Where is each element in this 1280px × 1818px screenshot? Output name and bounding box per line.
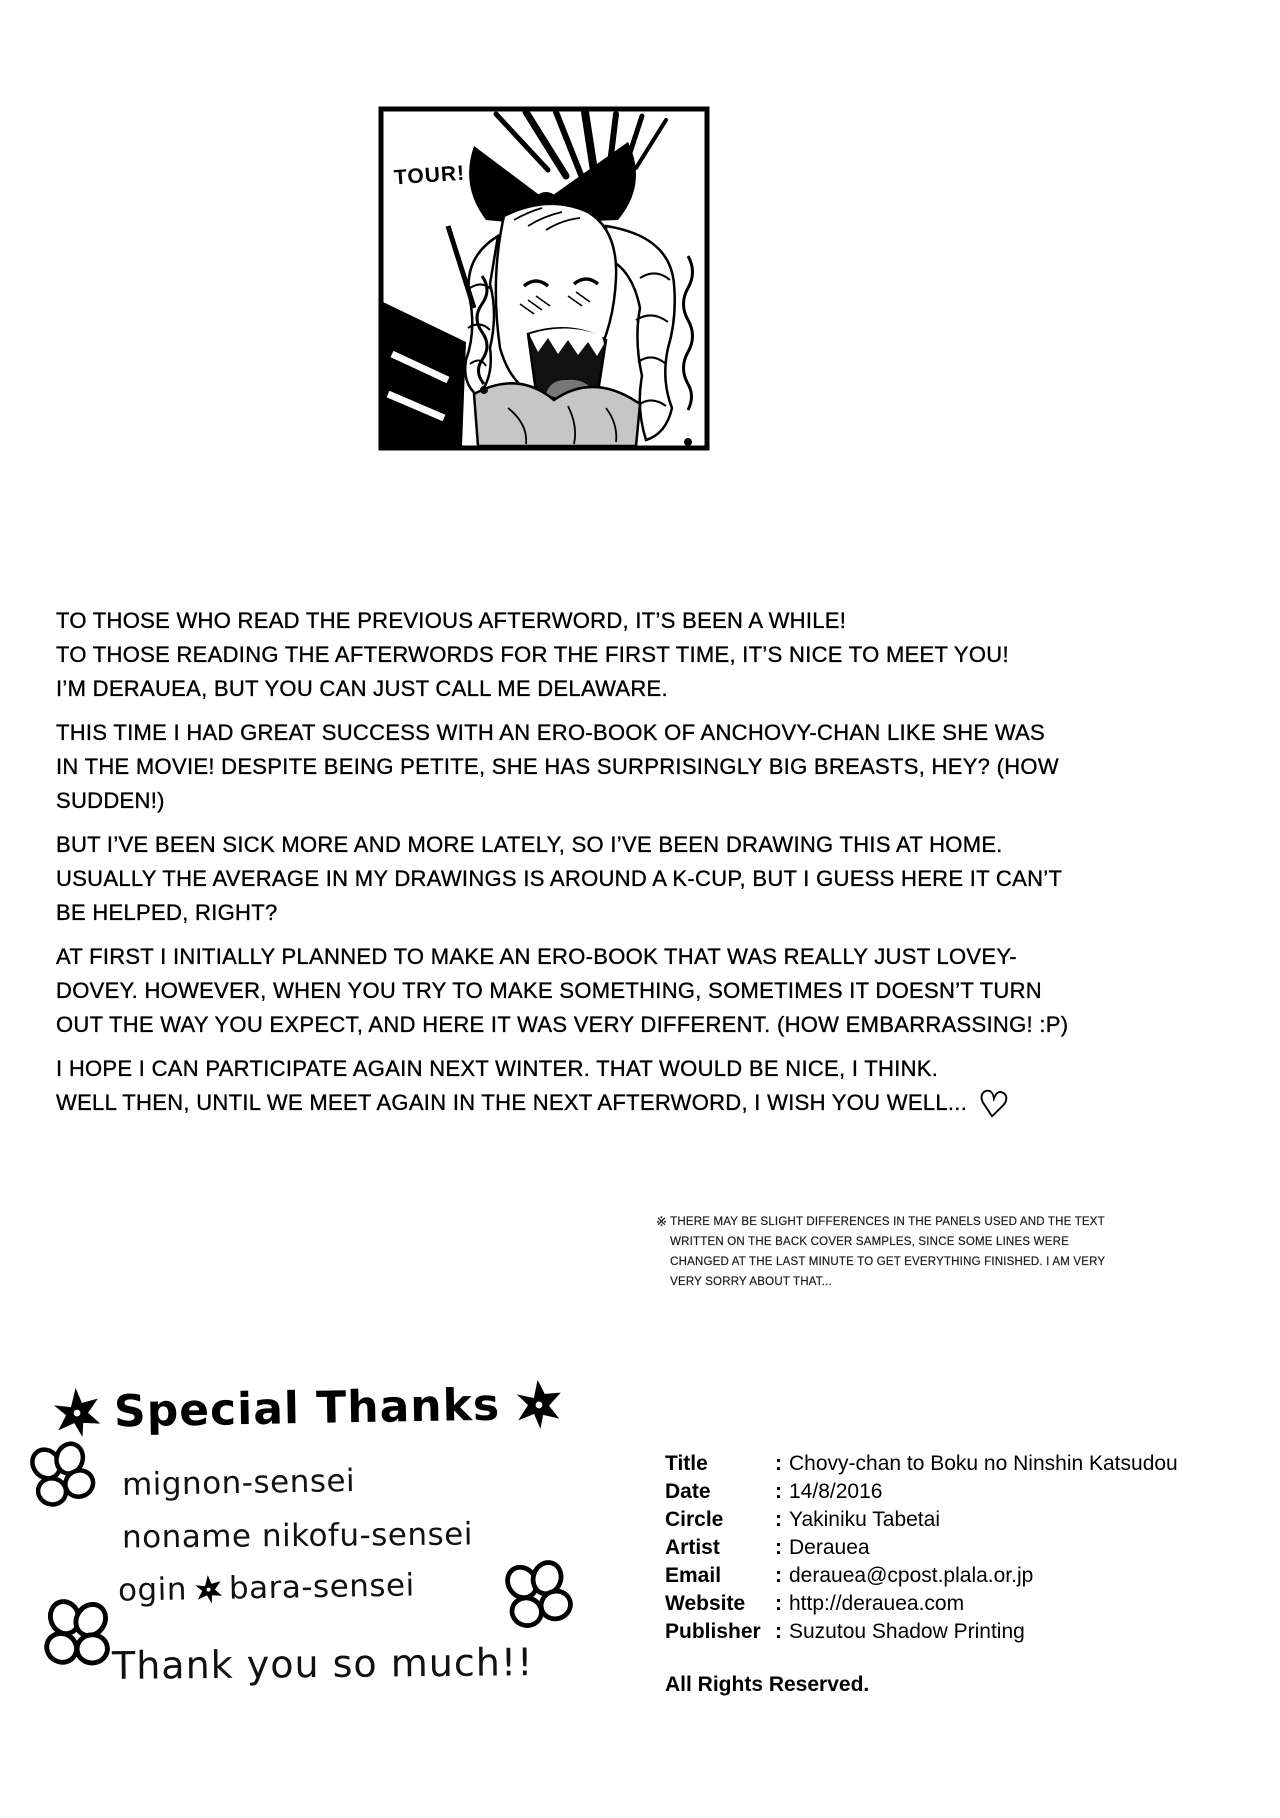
text-line: BE HELPED, RIGHT? [56, 900, 278, 925]
flower-doodle-icon [497, 1555, 577, 1637]
thanks-name: mignon-sensei [121, 1462, 356, 1504]
credit-value: http://derauea.com [789, 1592, 965, 1615]
panel-sfx-text: TOUR! [393, 161, 466, 190]
thanks-name-part: bara-sensei [228, 1567, 416, 1607]
disclaimer-lines [670, 1212, 1105, 1292]
note-line: VERY SORRY ABOUT THAT... [670, 1276, 832, 1288]
credit-row [665, 1450, 1225, 1478]
credit-label: Circle [665, 1508, 724, 1531]
credit-row [665, 1506, 1225, 1534]
comic-panel-illustration [378, 106, 710, 451]
thanks-closing: Thank you so much!! [111, 1640, 534, 1688]
text-line [56, 1082, 1071, 1127]
text-line: OUT THE WAY YOU EXPECT, AND HERE IT WAS VERY DIFFERENT. (HOW EMBARRASSING! :P) [56, 1012, 1069, 1037]
afterword-text [56, 604, 1071, 1132]
credit-row [665, 1534, 1225, 1562]
credit-value: Suzutou Shadow Printing [789, 1620, 1025, 1643]
text-line: TO THOSE WHO READ THE PREVIOUS AFTERWORD, IT’S BEEN A WHILE! [56, 608, 847, 633]
text-line: BUT I’VE BEEN SICK MORE AND MORE LATELY, SO I’VE BEEN DRAWING THIS AT HOME. [56, 832, 1003, 857]
paragraph [56, 716, 1071, 818]
heart-icon: ♡ [975, 1082, 1012, 1127]
character-face [496, 204, 616, 403]
thanks-name [118, 1567, 415, 1608]
credit-value: Chovy-chan to Boku no Ninshin Katsudou [789, 1452, 1178, 1475]
credit-label: Date [665, 1480, 711, 1503]
credit-label: Publisher [665, 1620, 761, 1643]
reference-mark-icon: ※ [656, 1214, 668, 1229]
note-line: THERE MAY BE SLIGHT DIFFERENCES IN THE PANELS USED AND THE TEXT [670, 1216, 1105, 1228]
flower-doodle-icon [32, 1590, 120, 1680]
credit-separator: : [775, 1452, 782, 1475]
credit-separator: : [775, 1480, 782, 1503]
credit-separator: : [775, 1508, 782, 1531]
credit-value: Derauea [789, 1536, 870, 1559]
text-line: SUDDEN!) [56, 788, 165, 813]
credit-label: Email [665, 1564, 722, 1587]
paragraph [56, 828, 1071, 930]
note-line: CHANGED AT THE LAST MINUTE TO GET EVERYTHING FINISHED. I AM VERY [670, 1256, 1106, 1268]
credit-row [665, 1618, 1225, 1646]
text-line: USUALLY THE AVERAGE IN MY DRAWINGS IS AROUND A K-CUP, BUT I GUESS HERE IT CAN’T [56, 866, 1063, 891]
credit-value: Yakiniku Tabetai [789, 1508, 940, 1531]
text-line: TO THOSE READING THE AFTERWORDS FOR THE FIRST TIME, IT’S NICE TO MEET YOU! [56, 642, 1009, 667]
credit-label: Artist [665, 1536, 720, 1559]
credit-label: Website [665, 1592, 746, 1615]
credit-separator: : [775, 1592, 782, 1615]
paragraph [56, 1052, 1071, 1127]
special-thanks-heading [50, 1378, 565, 1439]
credit-separator: : [775, 1564, 782, 1587]
credit-value: 14/8/2016 [789, 1480, 883, 1503]
thanks-name-part: ogin [117, 1571, 188, 1609]
star-flower-icon [50, 1386, 103, 1439]
text-line-fragment: WELL THEN, UNTIL WE MEET AGAIN IN THE NEXT AFTERWORD, I WISH YOU WELL... [56, 1090, 968, 1115]
credit-row [665, 1478, 1225, 1506]
credit-separator: : [775, 1536, 782, 1559]
disclaimer-note [656, 1212, 1106, 1292]
text-line: I HOPE I CAN PARTICIPATE AGAIN NEXT WINTER. THAT WOULD BE NICE, I THINK. [56, 1056, 939, 1081]
text-line: THIS TIME I HAD GREAT SUCCESS WITH AN ERO-BOOK OF ANCHOVY-CHAN LIKE SHE WAS [56, 720, 1046, 745]
comic-panel [378, 106, 710, 451]
special-thanks-title: Special Thanks [113, 1379, 501, 1437]
credit-row [665, 1562, 1225, 1590]
credits-block [665, 1450, 1225, 1699]
star-flower-icon [512, 1378, 565, 1431]
text-line: IN THE MOVIE! DESPITE BEING PETITE, SHE HAS SURPRISINGLY BIG BREASTS, HEY? (HOW [56, 754, 1059, 779]
credit-separator: : [775, 1620, 782, 1643]
flower-doodle-icon [21, 1435, 100, 1516]
note-line: WRITTEN ON THE BACK COVER SAMPLES, SINCE SOME LINES WERE [670, 1236, 1069, 1248]
rights-reserved: All Rights Reserved. [665, 1673, 870, 1696]
credit-value: derauea@cpost.plala.or.jp [789, 1564, 1034, 1587]
text-line: DOVEY. HOWEVER, WHEN YOU TRY TO MAKE SOMETHING, SOMETIMES IT DOESN’T TURN [56, 978, 1042, 1003]
paragraph [56, 940, 1071, 1042]
credit-label: Title [665, 1452, 708, 1475]
thanks-name: noname nikofu-sensei [121, 1516, 474, 1556]
text-line: I’M DERAUEA, BUT YOU CAN JUST CALL ME DELAWARE. [56, 676, 668, 701]
star-flower-icon [193, 1574, 224, 1605]
credit-row [665, 1590, 1225, 1618]
paragraph [56, 604, 1071, 706]
text-line: AT FIRST I INITIALLY PLANNED TO MAKE AN ERO-BOOK THAT WAS REALLY JUST LOVEY- [56, 944, 1017, 969]
